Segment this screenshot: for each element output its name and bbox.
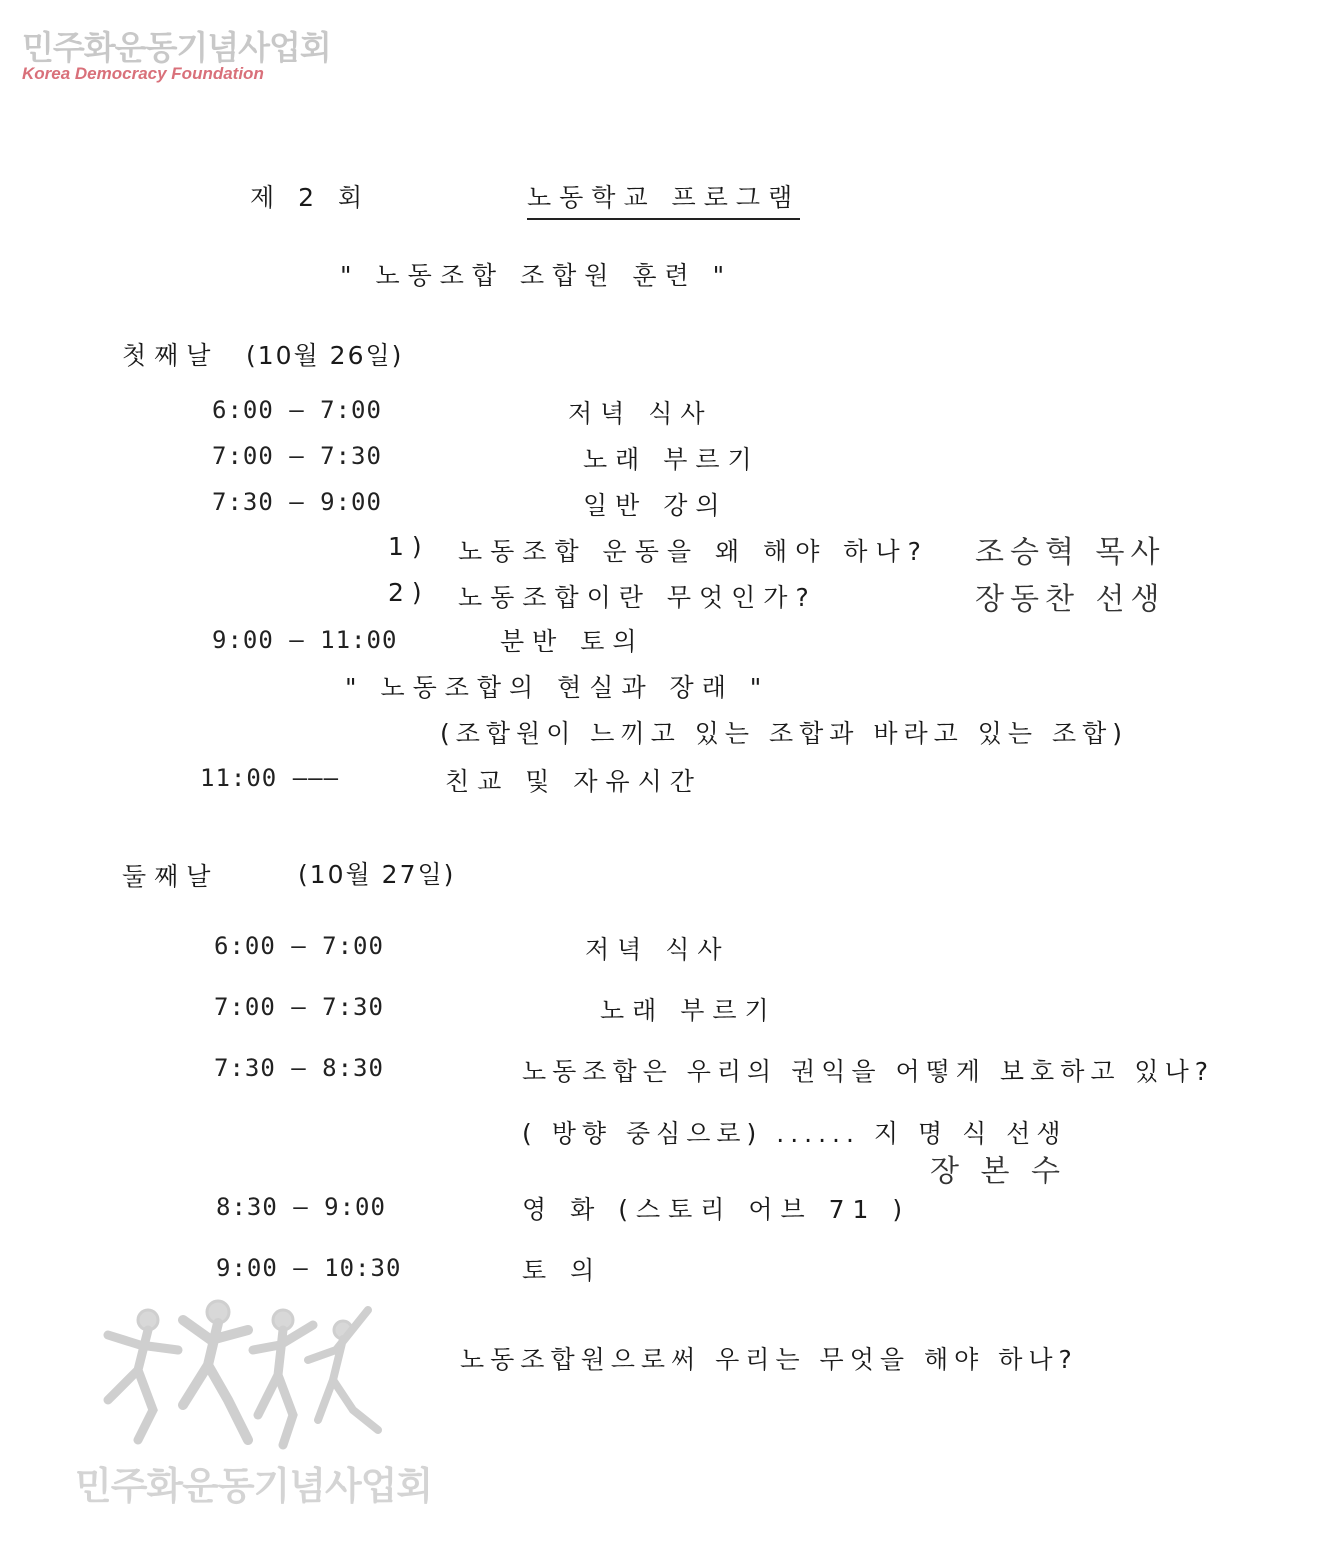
foundation-logo-english: Korea Democracy Foundation (22, 64, 264, 83)
day2-label: 둘째날 (122, 862, 219, 891)
day2-closing-question: 노동조합원으로써 우리는 무엇을 해야 하나? (460, 1345, 1078, 1374)
day1-item-activity: 노래 부르기 (583, 445, 760, 474)
day2-item-time: 7:30 — 8:30 (214, 1054, 384, 1082)
lecture-number: 1) (388, 532, 430, 561)
day1-discussion-theme: " 노동조합의 현실과 장래 " (345, 673, 770, 702)
day1-item-time: 6:00 — 7:00 (212, 396, 382, 424)
day1-label: 첫째날 (122, 341, 219, 370)
day2-item-activity: 저녁 식사 (585, 935, 730, 964)
day1-discussion-time: 9:00 — 11:00 (212, 626, 398, 654)
day2-item-activity: 노동조합은 우리의 권익을 어떻게 보호하고 있나? (522, 1057, 1215, 1086)
day1-item-time: 7:30 — 9:00 (212, 488, 382, 516)
program-subtitle: " 노동조합 조합원 훈련 " (340, 261, 733, 290)
watermark-figures-image (78, 1290, 408, 1450)
program-title: 노동학교 프로그램 (527, 178, 800, 220)
day1-discussion-activity: 분반 토의 (500, 627, 645, 656)
day2-item-time: 7:00 — 7:30 (214, 993, 384, 1021)
day2-item-time: 6:00 — 7:00 (214, 932, 384, 960)
day1-date: (10월 26일) (246, 341, 404, 370)
watermark-text: 민주화운동기념사업회 (75, 1464, 433, 1508)
day2-film-activity: 영 화 (스토리 어브 71 ) (522, 1195, 911, 1224)
lecture-speaker: 조승혁 목사 (975, 535, 1166, 570)
session-number: 제 2 회 (250, 183, 371, 212)
day1-last-time: 11:00 ——— (200, 764, 340, 792)
day2-film-time: 8:30 — 9:00 (216, 1193, 386, 1221)
lecture-number: 2) (388, 578, 430, 607)
lecture-speaker: 장동찬 선생 (975, 582, 1166, 617)
day2-date: (10월 27일) (298, 860, 456, 889)
day2-item-activity: 노래 부르기 (600, 996, 777, 1025)
day1-last-activity: 친교 및 자유시간 (445, 767, 702, 796)
day2-debate-activity: 토 의 (522, 1256, 603, 1285)
lecture-topic: 노동조합이란 무엇인가? (458, 583, 817, 612)
day2-debate-time: 9:00 — 10:30 (216, 1254, 402, 1282)
foundation-logo-korean: 민주화운동기념사업회 (22, 28, 331, 67)
day1-item-time: 7:00 — 7:30 (212, 442, 382, 470)
lecture-topic: 노동조합 운동을 왜 해야 하나? (458, 537, 929, 566)
day2-sub-note: ( 방향 중심으로) ...... 지 명 식 선생 (522, 1119, 1067, 1148)
day2-sub-note-speaker2: 장 본 수 (930, 1154, 1067, 1189)
day1-item-activity: 저녁 식사 (568, 399, 713, 428)
day1-item-activity: 일반 강의 (583, 491, 728, 520)
day1-discussion-detail: (조합원이 느끼고 있는 조합과 바라고 있는 조합) (440, 719, 1129, 748)
